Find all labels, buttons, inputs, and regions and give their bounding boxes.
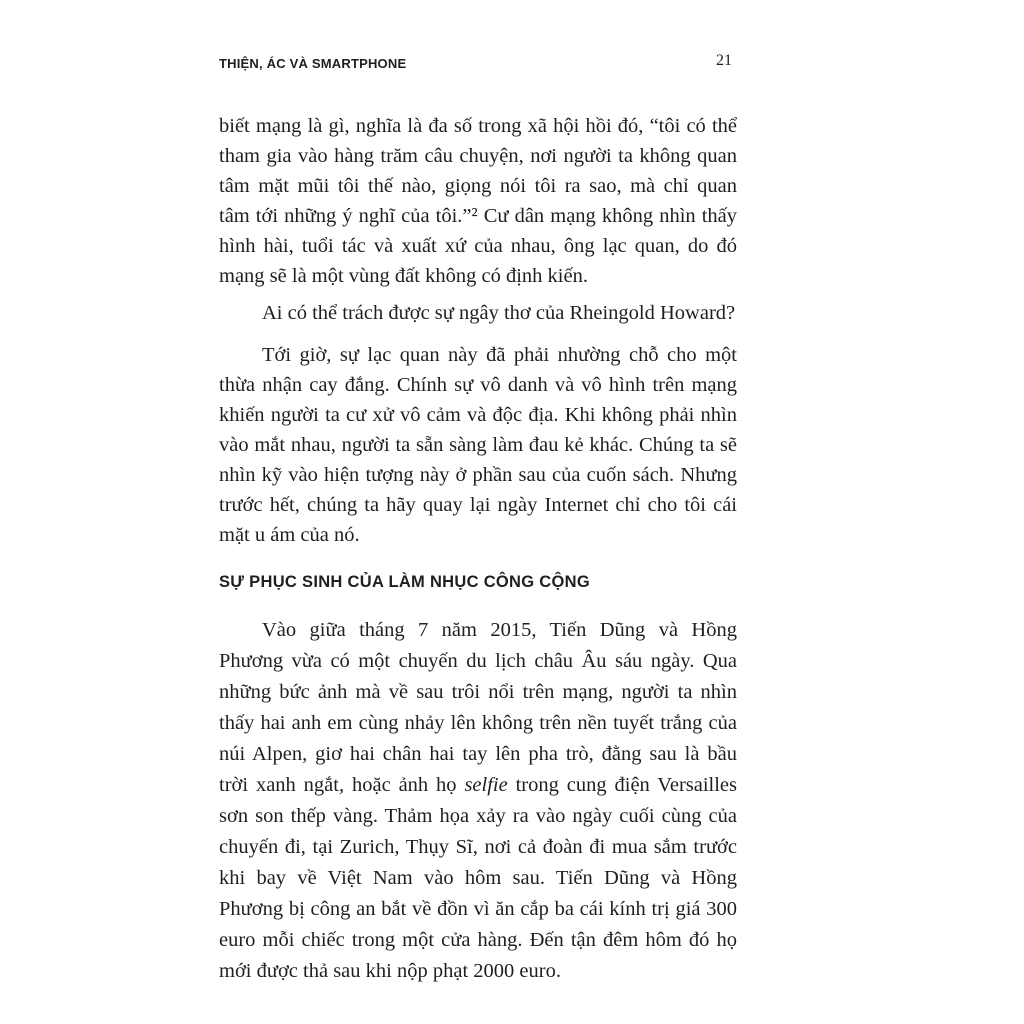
running-header: THIỆN, ÁC VÀ SMARTPHONE: [219, 56, 407, 71]
paragraph-line: Ai có thể trách được sự ngây thơ của Rheingold Howard?: [262, 302, 736, 324]
paragraph-line: thấy hai anh em cùng nhảy lên không trên nền tuyết trắng của: [219, 712, 737, 734]
paragraph-line: tham gia vào hàng trăm câu chuyện, nơi người ta không quan: [219, 145, 737, 167]
paragraph-line: những bức ảnh mà về sau trôi nổi trên mạng, người ta nhìn: [219, 681, 737, 703]
paragraph-line: nhìn kỹ vào hiện tượng này ở phần sau của cuốn sách. Nhưng: [219, 464, 737, 486]
paragraph-line: núi Alpen, giơ hai chân hai tay lên pha trò, đằng sau là bầu: [219, 743, 737, 765]
paragraph-line: Phương bị công an bắt về đồn vì ăn cắp ba cái kính trị giá 300: [219, 898, 737, 920]
paragraph-line: sơn son thếp vàng. Thảm họa xảy ra vào ngày cuối cùng của: [219, 805, 737, 827]
italic-word: selfie: [464, 774, 508, 796]
paragraph-line: tâm mặt mũi tôi thế nào, giọng nói tôi ra sao, mà chỉ quan: [219, 175, 737, 197]
paragraph-line: mặt u ám của nó.: [219, 524, 360, 546]
paragraph-line: khi bay về Việt Nam vào hôm sau. Tiến Dũng và Hồng: [219, 867, 737, 889]
paragraph-line: khiến người ta cư xử vô cảm và độc địa. Khi không phải nhìn: [219, 404, 737, 426]
paragraph-line: trước hết, chúng ta hãy quay lại ngày Internet chỉ cho tôi cái: [219, 494, 737, 516]
line-segment: trời xanh ngắt, hoặc ảnh họ: [219, 774, 457, 796]
paragraph-line: biết mạng là gì, nghĩa là đa số trong xã hội hồi đó, “tôi có thể: [219, 115, 737, 137]
section-heading: SỰ PHỤC SINH CỦA LÀM NHỤC CÔNG CỘNG: [219, 573, 590, 591]
paragraph-line: vào mắt nhau, người ta sẵn sàng làm đau kẻ khác. Chúng ta sẽ: [219, 434, 737, 456]
paragraph-line: tâm tới những ý nghĩ của tôi.”² Cư dân mạng không nhìn thấy: [219, 205, 737, 227]
paragraph-line: chuyến đi, tại Zurich, Thụy Sĩ, nơi cả đoàn đi mua sắm trước: [219, 836, 737, 858]
paragraph-line: mới được thả sau khi nộp phạt 2000 euro.: [219, 960, 561, 982]
paragraph-line: thừa nhận cay đắng. Chính sự vô danh và vô hình trên mạng: [219, 374, 737, 396]
paragraph-line: euro mỗi chiếc trong một cửa hàng. Đến tận đêm hôm đó họ: [219, 929, 737, 951]
paragraph-line: Phương vừa có một chuyến du lịch châu Âu sáu ngày. Qua: [219, 650, 737, 672]
paragraph-line: mạng sẽ là một vùng đất không có định kiến.: [219, 265, 588, 287]
paragraph-line: [219, 772, 737, 798]
page-number: 21: [716, 52, 732, 69]
line-segment: trong cung điện Versailles: [515, 774, 738, 796]
paragraph-line: hình hài, tuổi tác và xuất xứ của nhau, ông lạc quan, do đó: [219, 235, 737, 257]
paragraph-line: Tới giờ, sự lạc quan này đã phải nhường chỗ cho một: [262, 344, 737, 366]
paragraph-line: Vào giữa tháng 7 năm 2015, Tiến Dũng và Hồng: [262, 619, 737, 641]
